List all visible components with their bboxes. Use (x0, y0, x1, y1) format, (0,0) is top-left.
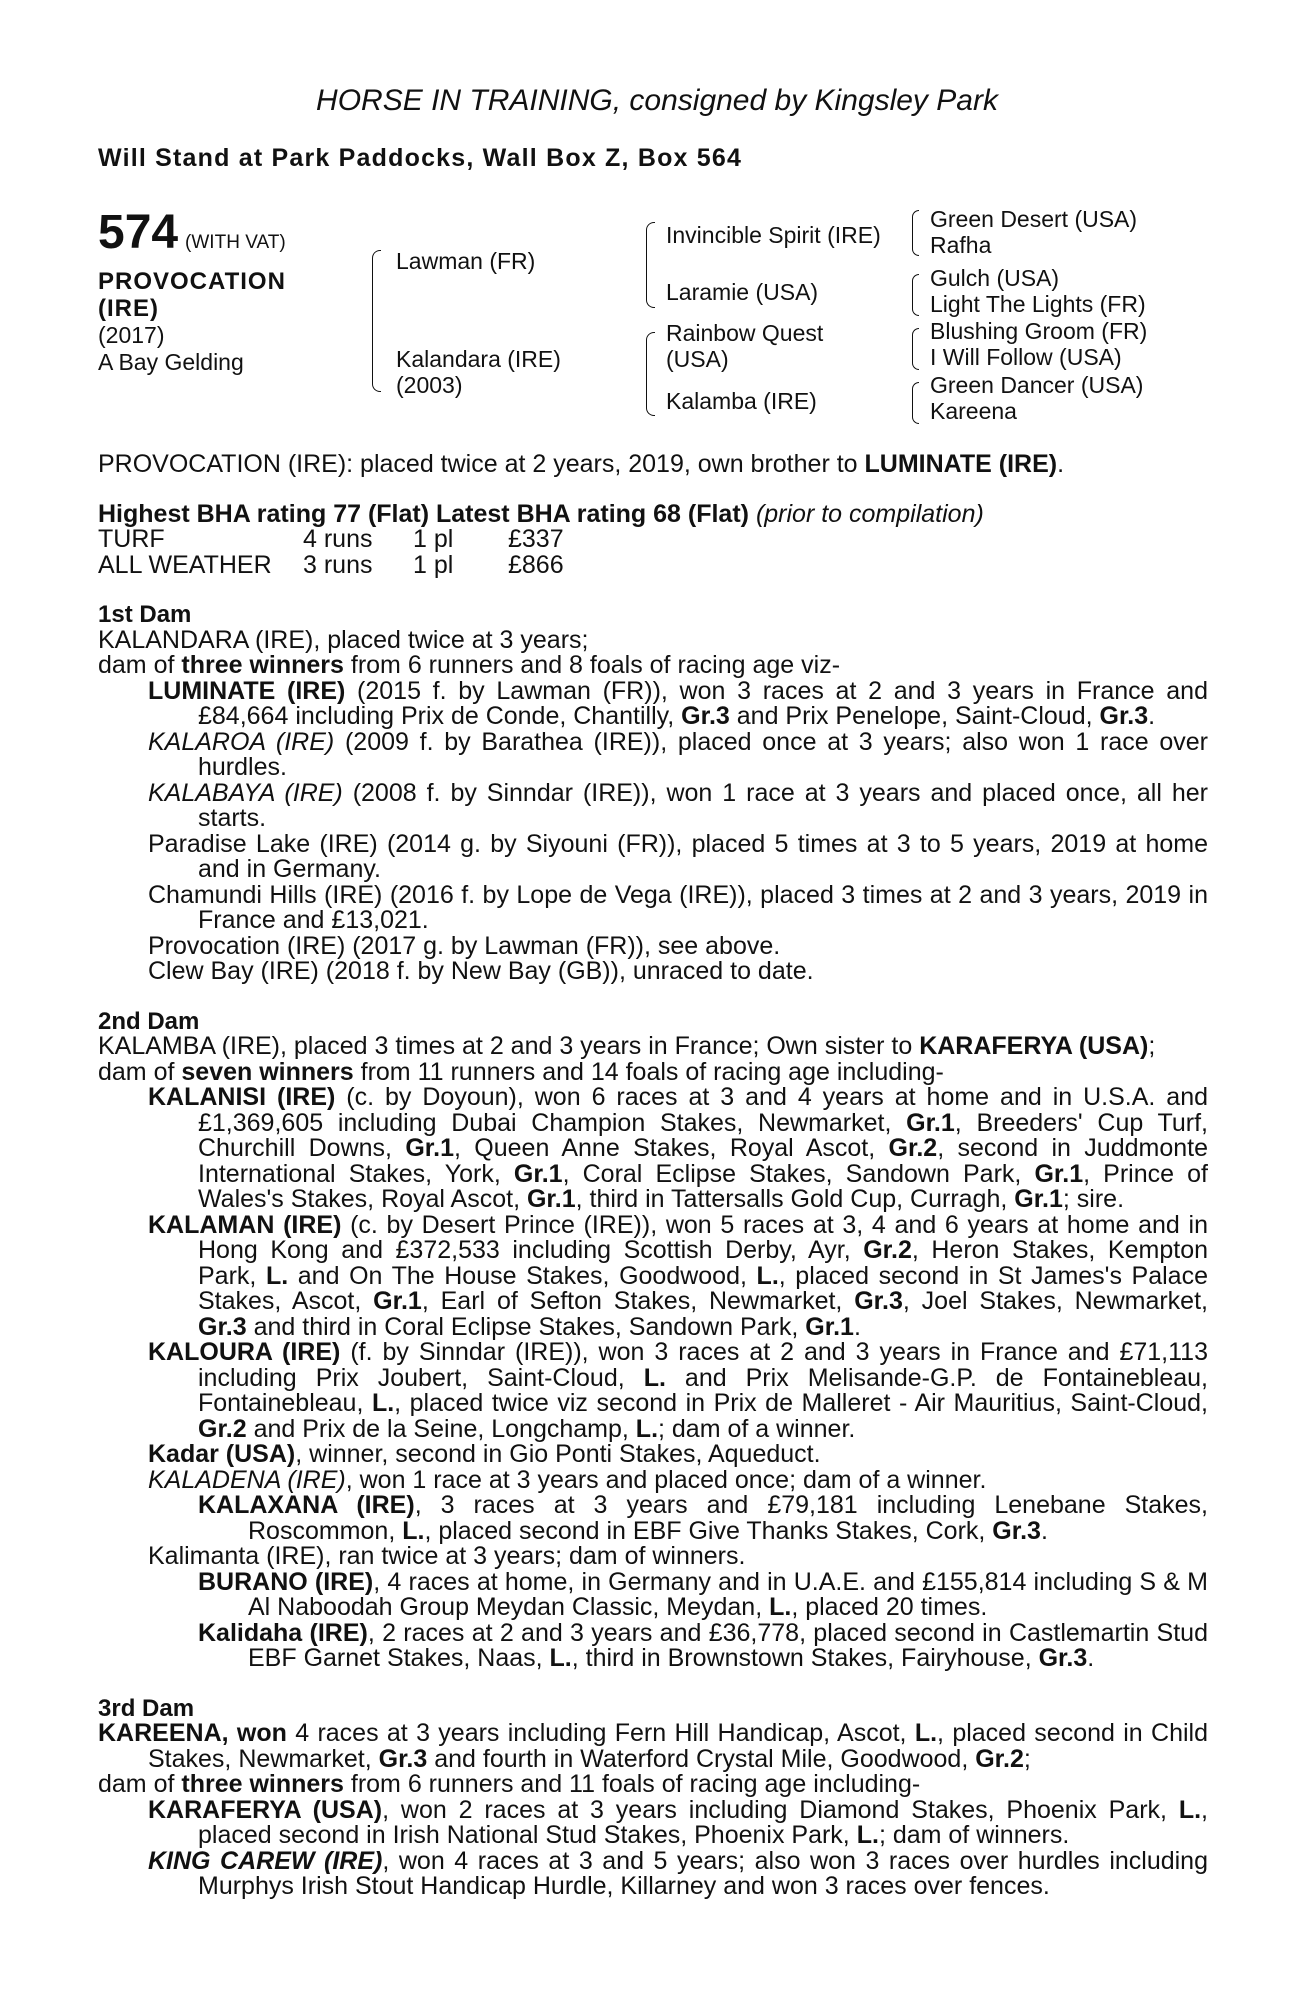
lot-info (98, 208, 338, 376)
brace (646, 222, 655, 308)
brace (912, 274, 919, 316)
produce-entry: Provocation (IRE) (2017 g. by Lawman (FR)), see above. (148, 931, 781, 960)
first-dam-heading: 1st Dam (98, 601, 192, 628)
produce-entry: Chamundi Hills (IRE) (2016 f. by Lope de Vega (IRE)), placed 3 times at 2 and 3 years, 2019 in France and £13,021. (148, 880, 1208, 934)
produce-entry: KALABAYA (IRE) (2008 f. by Sinndar (IRE)), won 1 race at 3 years and placed once, all her starts. (148, 778, 1208, 832)
foaling-year: (2017) (98, 322, 165, 348)
third-dam-heading: 3rd Dam (98, 1694, 195, 1722)
pedigree-ss-dam: Rafha (930, 232, 992, 258)
produce-entry: KALADENA (IRE), won 1 race at 3 years and placed once; dam of a winner. (148, 1465, 987, 1494)
third-dam-line: KAREENA, won 4 races at 3 years including Fern Hill Handicap, Ascot, L., placed second in Child Stakes, Newmarket, Gr.3 and fourth in Waterford Crystal Mile, Goodwood, Gr.2; (98, 1719, 1208, 1773)
produce-entry: BURANO (IRE), 4 races at home, in Germany and in U.A.E. and £155,814 including S & M Al Naboodah Group Meydan Classic, Meydan, L., placed 20 times. (198, 1567, 1208, 1621)
pedigree-sd-sire: Gulch (USA) (930, 265, 1060, 291)
pedigree-ds-sire: Blushing Groom (FR) (930, 318, 1148, 344)
pedigree-ss-sire: Green Desert (USA) (930, 206, 1138, 232)
vat-label: (WITH VAT) (185, 232, 286, 253)
brace (912, 328, 919, 370)
pedigree-dam-sire: Rainbow Quest (USA) (666, 320, 824, 372)
pedigree-sd-dam: Light The Lights (FR) (930, 291, 1146, 317)
produce-entry: Paradise Lake (IRE) (2014 g. by Siyouni (FR)), placed 5 times at 3 to 5 years, 2019 at home and in Germany. (148, 829, 1208, 883)
produce-entry: KALAROA (IRE) (2009 f. by Barathea (IRE)), placed once at 3 years; also won 1 race over hurdles. (148, 727, 1208, 781)
brace (912, 382, 919, 424)
produce-entry: KALANISI (IRE) (c. by Doyoun), won 6 races at 3 and 4 years at home and in U.S.A. and £1,369,605 including Dubai Champion Stakes, Newmarket, Gr.1, Breeders' Cup Turf, Churchill Downs, Gr.1, Queen Anne Stakes, Royal Ascot, Gr.2, second in Juddmonte International Stakes, York, Gr.1, Coral Eclipse Stakes, Sandown Park, Gr.1, Prince of Wales's Stakes, Royal Ascot, Gr.1, third in Tattersalls Gold Cup, Curragh, Gr.1; sire. (148, 1083, 1209, 1213)
second-dam-heading: 2nd Dam (98, 1007, 200, 1035)
produce-entry: KALAMAN (IRE) (c. by Desert Prince (IRE)), won 5 races at 3, 4 and 6 years at home and in Hong Kong and £372,533 including Scottish Derby, Ayr, Gr.2, Heron Stakes, Kempton Park, L. and On The House Stakes, Goodwood, L., placed second in St James's Palace Stakes, Ascot, Gr.1, Earl of Sefton Stakes, Newmarket, Gr.3, Joel Stakes, Newmarket, Gr.3 and third in Coral Eclipse Stakes, Sandown Park, Gr.1. (148, 1210, 1208, 1341)
lot-number: 574 (98, 206, 179, 259)
catalogue-body (98, 452, 1208, 1900)
pedigree-dam: Kalandara (IRE) (396, 346, 561, 372)
pedigree-dam-year: (2003) (396, 372, 463, 398)
pedigree-dam-dam: Kalamba (IRE) (666, 388, 817, 414)
pedigree-dd-sire: Green Dancer (USA) (930, 372, 1144, 398)
produce-entry: KARAFERYA (USA), won 2 races at 3 years including Diamond Stakes, Phoenix Park, L., placed second in Irish National Stud Stakes, Phoenix Park, L.; dam of winners. (148, 1795, 1208, 1849)
second-dam-line: KALAMBA (IRE), placed 3 times at 2 and 3 years in France; Own sister to KARAFERYA (USA); (98, 1032, 1156, 1060)
produce-entry: KING CAREW (IRE), won 4 races at 3 and 5 years; also won 3 races over hurdles including Murphys Irish Stout Handicap Hurdle, Killarney and won 3 races over fences. (148, 1846, 1208, 1900)
summary: PROVOCATION (IRE): placed twice at 2 years, 2019, own brother to LUMINATE (IRE). (98, 450, 1065, 478)
third-dam-produce: dam of three winners from 6 runners and 11 foals of racing age including- (98, 1770, 921, 1798)
ratings-row: ALL WEATHER 3 runs 1 pl £866 (98, 550, 564, 579)
brace (912, 210, 919, 256)
produce-entry: KALOURA (IRE) (f. by Sinndar (IRE)), won 3 races at 2 and 3 years in France and £71,113 including Prix Joubert, Saint-Cloud, L. and Prix Melisande-G.P. de Fontainebleau, Fontainebleau, L., placed twice viz second in Prix de Malleret - Air Mauritius, Saint-Cloud, Gr.2 and Prix de la Seine, Longchamp, L.; dam of a winner. (148, 1338, 1209, 1443)
produce-entry: Clew Bay (IRE) (2018 f. by New Bay (GB)), unraced to date. (148, 957, 814, 985)
produce-entry: Kalidaha (IRE), 2 races at 2 and 3 years and £36,778, placed second in Castlemartin Stud EBF Garnet Stakes, Naas, L., third in Brownstown Stakes, Fairyhouse, Gr.3. (198, 1618, 1208, 1672)
produce-entry: KALAXANA (IRE), 3 races at 3 years and £79,181 including Lenebane Stakes, Roscommon, L., placed second in EBF Give Thanks Stakes, Cork, Gr.3. (198, 1491, 1208, 1545)
produce-entry: Kalimanta (IRE), ran twice at 3 years; dam of winners. (148, 1542, 746, 1570)
pedigree-sire: Lawman (FR) (396, 248, 536, 274)
brace (372, 250, 381, 392)
page-title: HORSE IN TRAINING, consigned by Kingsley Park (316, 84, 998, 117)
stand-location: Will Stand at Park Paddocks, Wall Box Z, Box 564 (98, 144, 743, 172)
pedigree-sire-sire: Invincible Spirit (IRE) (666, 222, 881, 248)
horse-name: PROVOCATION (IRE) (98, 268, 286, 322)
first-dam-line: KALANDARA (IRE), placed twice at 3 years; (98, 625, 589, 654)
first-dam-produce: dam of three winners from 6 runners and 8 foals of racing age viz- (98, 651, 841, 679)
pedigree-ds-dam: I Will Follow (USA) (930, 344, 1122, 370)
horse-description: A Bay Gelding (98, 349, 244, 375)
brace (646, 332, 655, 416)
pedigree-sire-dam: Laramie (USA) (666, 279, 819, 305)
produce-entry: LUMINATE (IRE) (2015 f. by Lawman (FR)), won 3 races at 2 and 3 years in France and £84,664 including Prix de Conde, Chantilly, Gr.3 and Prix Penelope, Saint-Cloud, Gr.3. (148, 676, 1208, 730)
ratings-row: TURF 4 runs 1 pl £337 (98, 525, 564, 553)
ratings-heading: Highest BHA rating 77 (Flat) Latest BHA rating 68 (Flat) (prior to compilation) (98, 499, 984, 528)
produce-entry: Kadar (USA), winner, second in Gio Ponti Stakes, Aqueduct. (148, 1440, 821, 1468)
second-dam-produce: dam of seven winners from 11 runners and 14 foals of racing age including- (98, 1057, 944, 1086)
pedigree-dd-dam: Kareena (930, 398, 1017, 424)
